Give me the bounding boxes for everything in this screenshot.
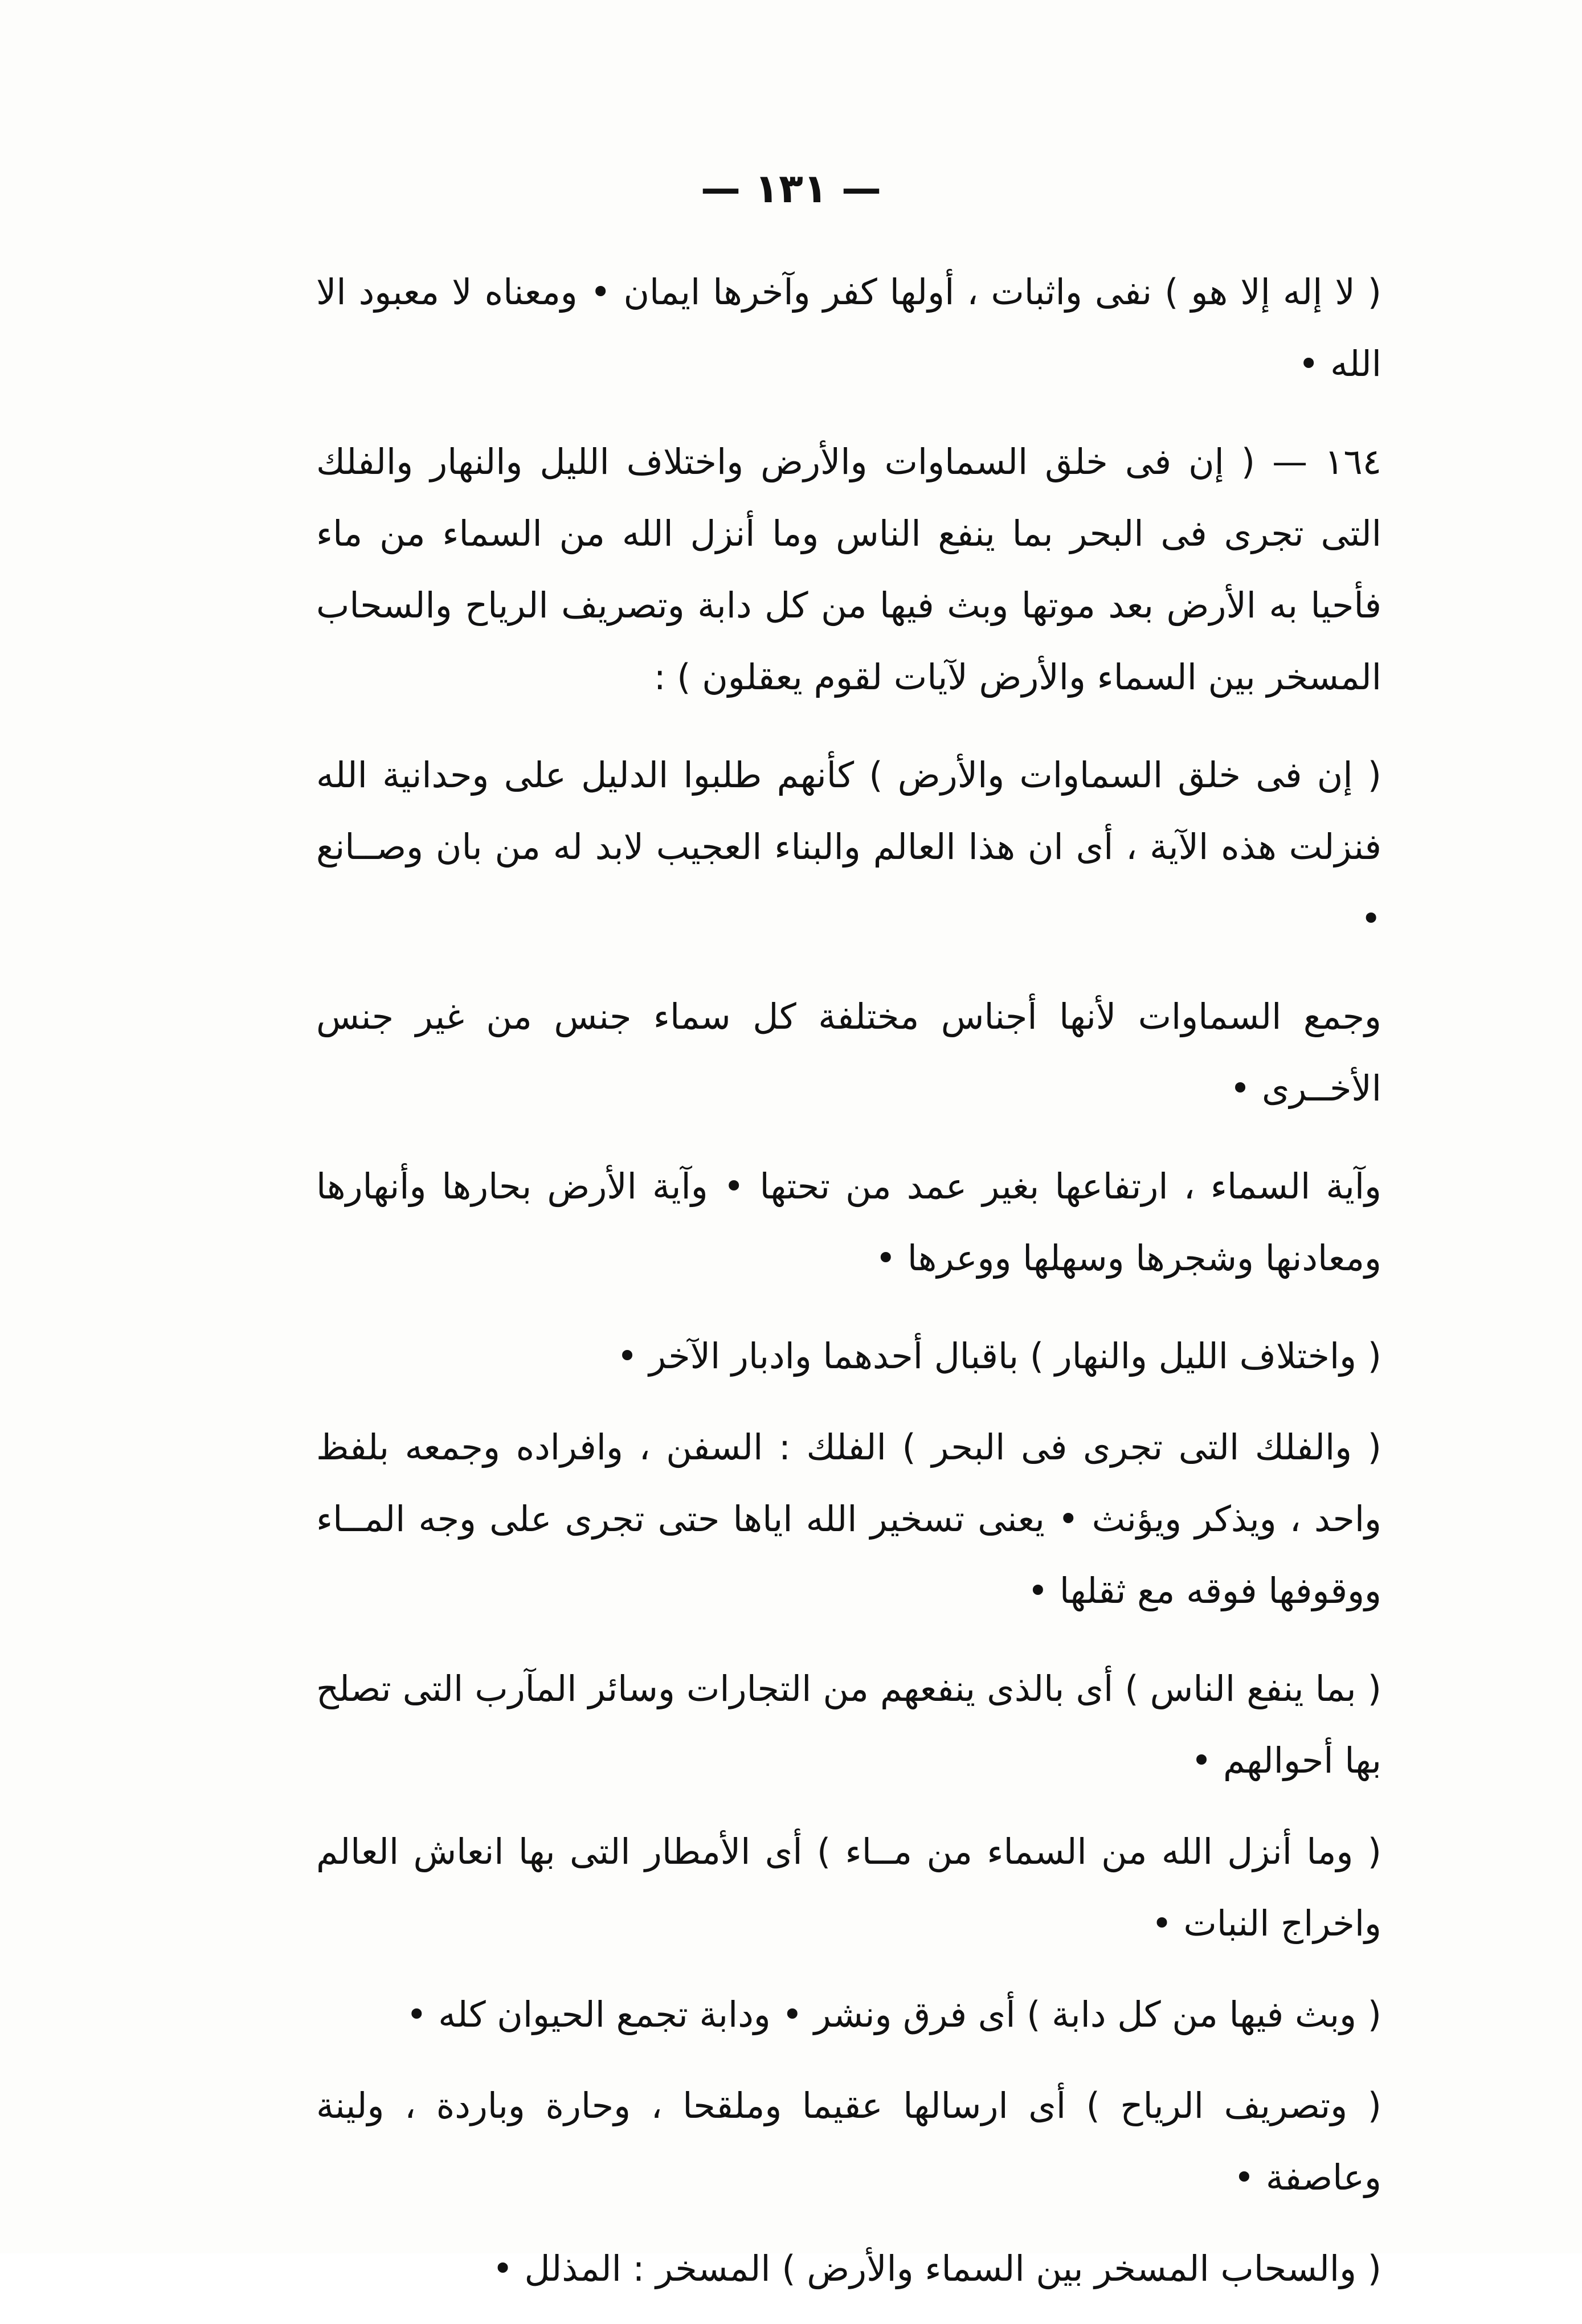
paragraph-winds: ( وتصريف الرياح ) أى ارسالها عقيما وملقحا ، وحارة وباردة ، ولينة وعاصفة • [316,2085,1381,2198]
paragraph-night-day: ( واختلاف الليل والنهار ) باقبال أحدهما وادبار الآخر • [616,1335,1381,1377]
paragraph-clouds: ( والسحاب المسخر بين السماء والأرض ) المسخر : المذلل • [492,2248,1381,2289]
paragraph-ships: ( والفلك التى تجرى فى البحر ) الفلك : السفن ، وافراده وجمعه بلفظ واحد ، ويذكر ويؤنث • يعنى تسخير الله اياها حتى تجرى على وجه المــاء ووقوفها فوقه مع ثقلها • [316,1426,1381,1611]
paragraph-benefit-people: ( بما ينفع الناس ) أى بالذى ينفعهم من التجارات وسائر المآرب التى تصلح بها أحوالهم • [316,1668,1381,1781]
paragraph-sign-of-sky: وآية السماء ، ارتفاعها بغير عمد من تحتها • وآية الأرض بحارها وأنهارها ومعادنها وشجرها وسهلها ووعرها • [316,1165,1381,1279]
page-body [316,256,1381,2324]
paragraph-creation-heavens: ( إن فى خلق السماوات والأرض ) كأنهم طلبوا الدليل على وحدانية الله فنزلت هذه الآية ، أى ان هذا العالم والبناء العجيب لابد له من بان وصــانع • [316,754,1381,939]
paragraph-rain: ( وما أنزل الله من السماء من مــاء ) أى الأمطار التى بها انعاش العالم واخراج النبات • [316,1831,1381,1944]
page-number: — ١٣١ — [701,165,881,212]
paragraph-creatures: ( وبث فيها من كل دابة ) أى فرق ونشر • ودابة تجمع الحيوان كله • [406,1994,1381,2035]
paragraph-tahlil-meaning: ( لا إله إلا هو ) نفى واثبات ، أولها كفر وآخرها ايمان • ومعناه لا معبود الا الله • [316,271,1381,384]
paragraph-plural-heavens: وجمع السماوات لأنها أجناس مختلفة كل سماء جنس من غير جنس الأخــرى • [316,996,1381,1109]
paragraph-verse-164: ١٦٤ — ( إن فى خلق السماوات والأرض واختلاف الليل والنهار والفلك التى تجرى فى البحر بما ينفع الناس وما أنزل الله من السماء من ماء فأحيا به الأرض بعد موتها وبث فيها من كل دابة وتصريف الرياح والسحاب المسخر بين السماء والأرض لآيات لقوم يعقلون ) : [316,441,1381,698]
